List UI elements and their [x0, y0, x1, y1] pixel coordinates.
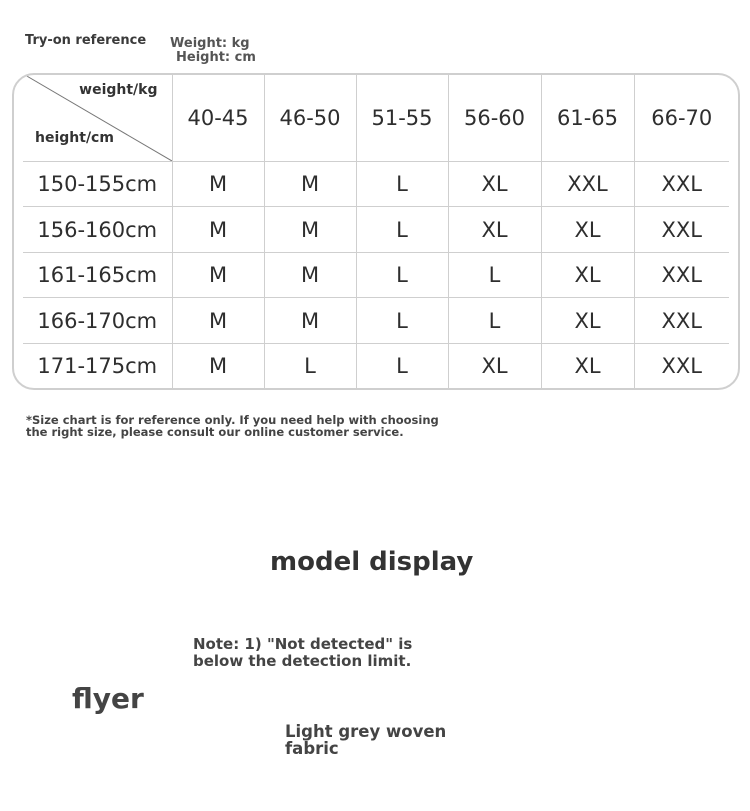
row-height-cell: 161-165cm	[23, 252, 172, 297]
size-cell: L	[356, 298, 448, 343]
size-cell: XXL	[541, 162, 634, 207]
size-cell: M	[264, 252, 356, 297]
size-cell: XXL	[634, 298, 729, 343]
size-cell: XXL	[634, 343, 729, 388]
column-header: 46-50	[264, 75, 356, 162]
size-cell: L	[448, 252, 541, 297]
size-cell: L	[356, 252, 448, 297]
size-cell: XXL	[634, 252, 729, 297]
row-height-cell: 156-160cm	[23, 207, 172, 252]
size-cell: XL	[541, 252, 634, 297]
column-header: 51-55	[356, 75, 448, 162]
size-cell: M	[172, 298, 264, 343]
size-table	[23, 75, 729, 388]
fabric-label: Light grey woven fabric	[285, 722, 447, 758]
size-chart	[12, 73, 740, 390]
table-row	[23, 207, 729, 252]
size-cell: M	[172, 343, 264, 388]
size-cell: L	[356, 162, 448, 207]
flyer-label: flyer	[72, 682, 144, 715]
table-row	[23, 252, 729, 297]
size-chart-disclaimer: *Size chart is for reference only. If you need help with choosing the right size, please consult our online customer service.	[26, 413, 439, 439]
row-height-cell: 150-155cm	[23, 162, 172, 207]
column-header: 61-65	[541, 75, 634, 162]
table-header-row	[23, 75, 729, 162]
size-cell: XL	[541, 207, 634, 252]
table-row	[23, 343, 729, 388]
size-cell: M	[264, 162, 356, 207]
weight-unit-label: Weight: kg	[170, 36, 250, 51]
row-height-cell: 171-175cm	[23, 343, 172, 388]
size-cell: XXL	[634, 162, 729, 207]
size-cell: M	[264, 207, 356, 252]
try-on-reference-label: Try-on reference	[25, 33, 147, 48]
table-row	[23, 298, 729, 343]
size-cell: M	[172, 162, 264, 207]
size-cell: M	[172, 207, 264, 252]
corner-weight-label: weight/kg	[79, 82, 158, 98]
size-cell: XL	[448, 343, 541, 388]
column-header: 66-70	[634, 75, 729, 162]
height-unit-label: Height: cm	[176, 50, 256, 65]
column-header: 40-45	[172, 75, 264, 162]
size-cell: M	[264, 298, 356, 343]
size-cell: M	[172, 252, 264, 297]
size-cell: L	[356, 207, 448, 252]
corner-height-label: height/cm	[35, 130, 114, 146]
size-cell: XL	[541, 298, 634, 343]
size-cell: L	[448, 298, 541, 343]
detection-note: Note: 1) "Not detected" is below the detection limit.	[193, 635, 413, 670]
size-cell: XL	[541, 343, 634, 388]
size-cell: XL	[448, 162, 541, 207]
size-cell: L	[264, 343, 356, 388]
column-header: 56-60	[448, 75, 541, 162]
model-display-heading: model display	[270, 547, 474, 577]
size-cell: XL	[448, 207, 541, 252]
table-row	[23, 162, 729, 207]
table-corner-cell	[23, 75, 172, 162]
row-height-cell: 166-170cm	[23, 298, 172, 343]
size-cell: L	[356, 343, 448, 388]
size-cell: XXL	[634, 207, 729, 252]
